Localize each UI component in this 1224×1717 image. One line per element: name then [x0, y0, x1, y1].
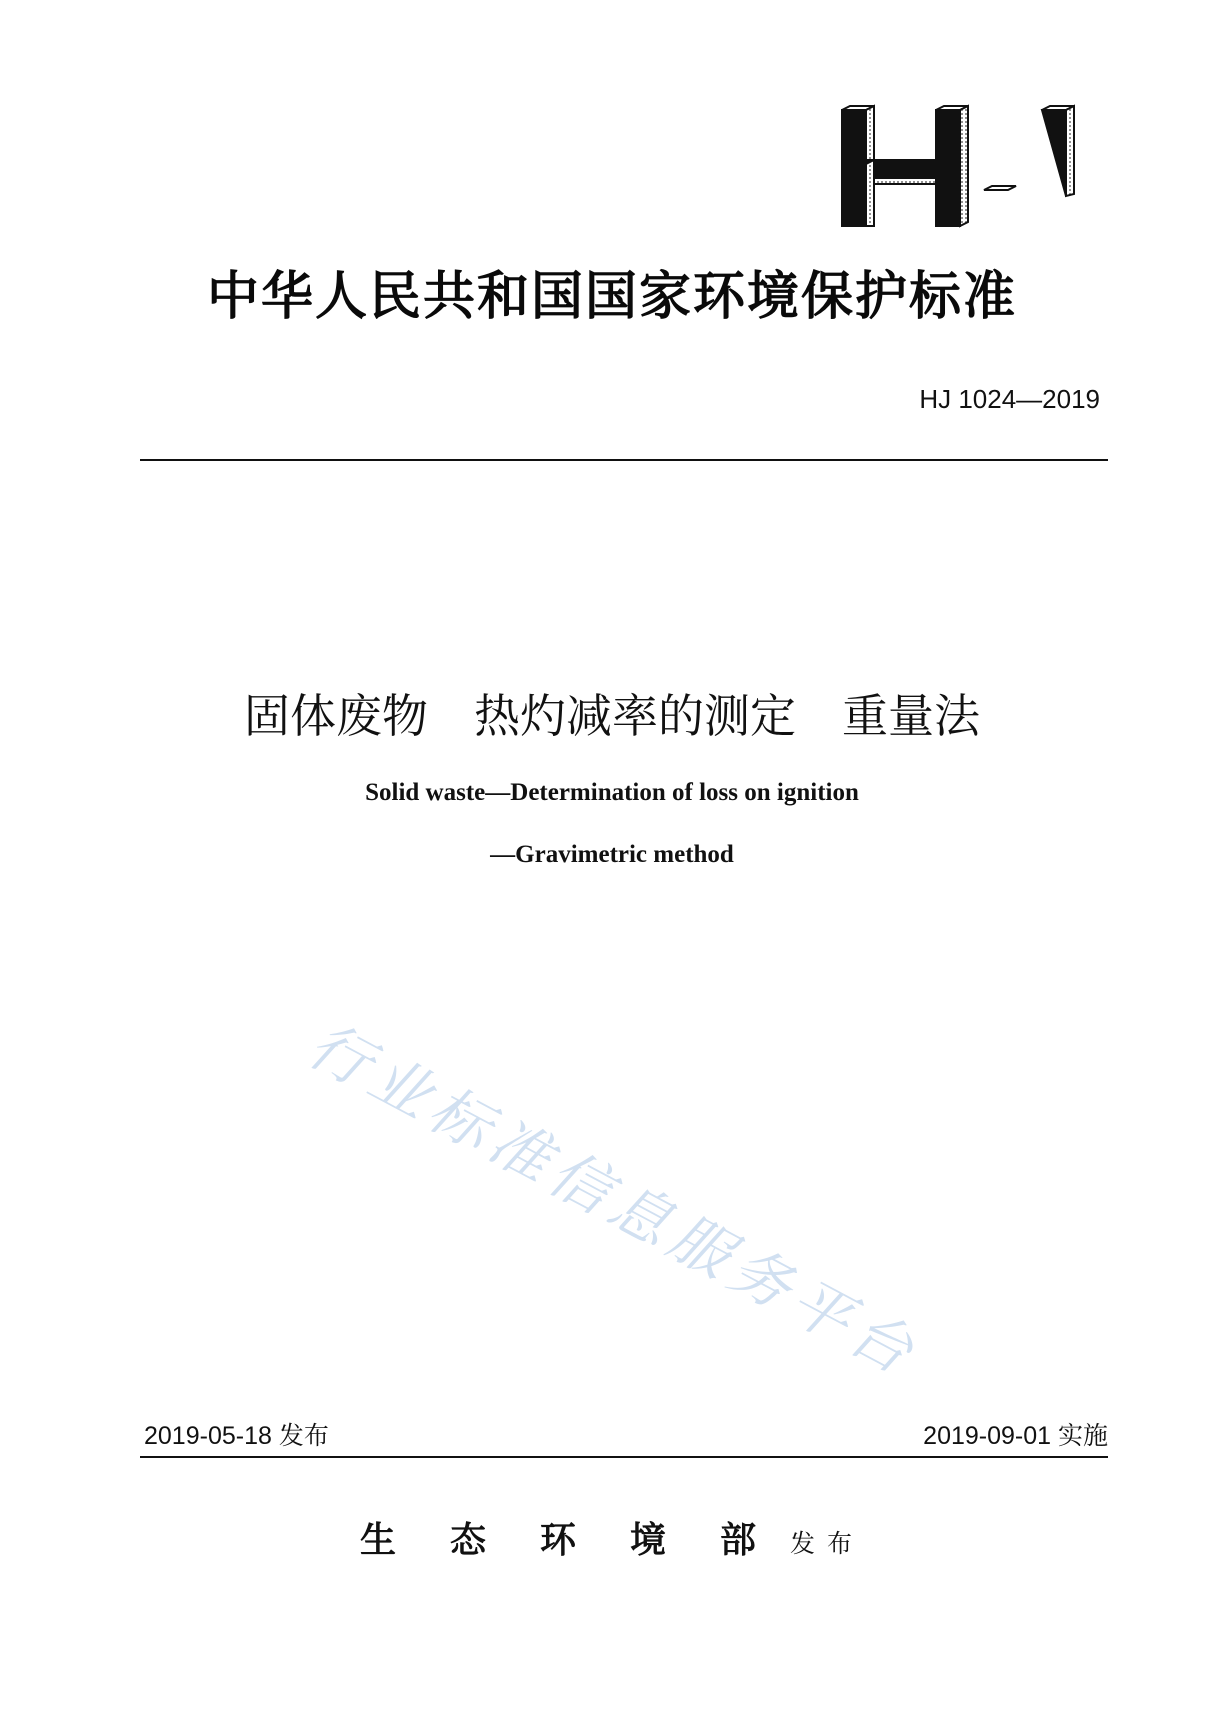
implementation-date: 2019-09-01 实施	[923, 1422, 1108, 1450]
bottom-rule-divider	[140, 1456, 1108, 1458]
publisher-action: 发布	[790, 1529, 865, 1558]
standard-number: HJ 1024—2019	[919, 384, 1100, 414]
publisher-org: 生态环境部	[359, 1519, 810, 1561]
document-title-english-line2: —Gravimetric method	[490, 841, 734, 868]
document-title-chinese: 固体废物 热灼减率的测定 重量法	[244, 689, 980, 743]
document-title-english-line1: Solid waste—Determination of loss on ignition	[365, 779, 859, 806]
standard-title: 中华人民共和国国家环境保护标准	[206, 266, 1017, 327]
publisher-line	[0, 1512, 1224, 1563]
issue-date: 2019-05-18 发布	[144, 1422, 329, 1450]
top-rule-divider	[140, 459, 1108, 461]
hj-logo	[836, 104, 1076, 232]
watermark-text: 行业标准信息服务平台	[297, 1010, 931, 1392]
